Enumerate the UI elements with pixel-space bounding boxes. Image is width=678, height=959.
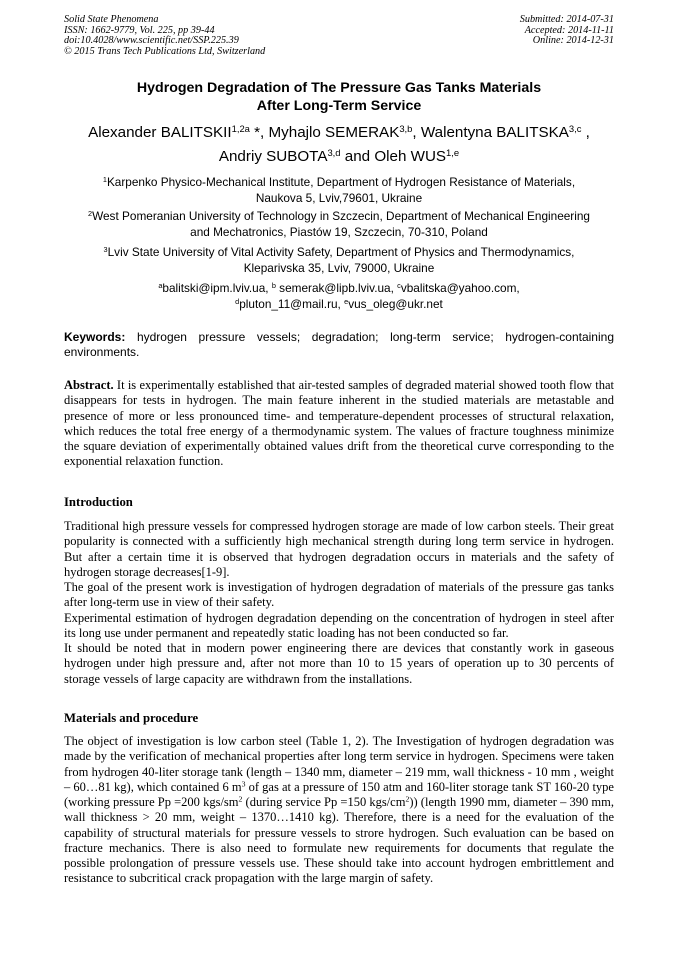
- email-mark: e: [344, 296, 349, 306]
- publication-dates: [520, 15, 614, 47]
- keywords-label: Keywords:: [64, 330, 126, 344]
- author-emails: [50, 281, 628, 312]
- abstract-label: Abstract.: [64, 378, 114, 392]
- author-affiliation-mark: 3,b: [399, 122, 413, 134]
- author-affiliation-mark: 3,d: [327, 146, 341, 158]
- affiliation-2: [50, 209, 628, 240]
- email-mark: d: [235, 296, 240, 306]
- author-affiliation-mark: 1,e: [446, 146, 460, 158]
- affiliation-line: Naukova 5, Lviv,79601, Ukraine: [255, 190, 423, 205]
- affiliation-mark: 3: [103, 244, 108, 254]
- author-affiliation-mark: 1,2a: [231, 122, 250, 134]
- affiliation-3: [50, 245, 628, 276]
- title-line-2: After Long-Term Service: [256, 98, 422, 114]
- journal-doi: doi:10.4028/www.scientific.net/SSP.225.39: [64, 35, 239, 47]
- keywords-text: hydrogen pressure vessels; degradation; long-term service; hydrogen-containing environments.: [64, 330, 614, 359]
- email-mark: c: [397, 280, 401, 290]
- introduction-body: [64, 519, 614, 687]
- author-list: [40, 121, 638, 169]
- abstract-text: It is experimentally established that air-tested samples of degraded material showed tooth flow that disappears for tests in hydrogen. The main feature inherent in the studied materials are metastable and presence of more or less pronounced time- and temperature-dependent processes of structural relaxation, which reduces the total free energy of a thermodynamic system. The values of fracture toughness minimize the square deviation of experimentally obtained values drift from the theoretical curve corresponding to the exponential relaxation function.: [64, 378, 614, 469]
- author-affiliation-mark: 3,c: [568, 122, 582, 134]
- affiliation-1: [50, 175, 628, 206]
- abstract: [64, 378, 614, 470]
- title-line-1: Hydrogen Degradation of The Pressure Gas Tanks Materials: [136, 80, 542, 96]
- paper-title: [40, 79, 638, 115]
- affiliation-line: Lviv State University of Vital Activity Safety, Department of Physics and Thermodynamics,: [107, 245, 575, 259]
- superscript: 2: [405, 794, 410, 804]
- email-address[interactable]: pluton_11@mail.ru,: [239, 296, 345, 311]
- email-mark: b: [271, 280, 276, 290]
- section-heading-introduction: Introduction: [64, 495, 133, 509]
- date-online: Online: 2014-12-31: [532, 35, 614, 47]
- text-run: The object of investigation is low carbon steel (Table 1, 2). The Investigation of hydrogen degradation was made by the verification of mechanical properties after long term service in hydrogen. Specimens were taken from hydrogen 40-liter storage tank (length – 1340 mm, diameter – 219 mm, wall thickness - 10 mm , weight – 60…81 kg), which contained 6 m: [64, 734, 614, 794]
- section-heading-materials: Materials and procedure: [64, 711, 199, 725]
- affiliation-mark: 2: [88, 208, 93, 218]
- journal-issn: ISSN: 1662-9779, Vol. 225, pp 39-44: [64, 24, 215, 36]
- materials-body: [64, 734, 614, 887]
- email-address[interactable]: semerak@lipb.lviv.ua,: [275, 281, 398, 295]
- paragraph: Traditional high pressure vessels for compressed hydrogen storage are made of low carbon steels. Their great popularity is connected with a sufficiently high mechanical strength during long term service in hydrogen. But after a certain time it is observed that hydrogen degradation occurs in materials and the safety of hydrogen storage decreases[1-9].: [64, 519, 614, 579]
- affiliation-mark: 1: [102, 174, 107, 184]
- text-run: of gas at a pressure of 150 atm and 160-liter storage tank ST 160-20 type (working pressure Pp =200 kgs/sm: [64, 779, 614, 809]
- author-name: Oleh WUS: [374, 148, 447, 165]
- author-separator: ,: [412, 124, 421, 141]
- paragraph: The goal of the present work is investigation of hydrogen degradation of materials of the pressure gas tanks after long-term use in view of their safety.: [64, 580, 614, 610]
- author-name: Alexander BALITSKII: [88, 124, 232, 141]
- paragraph: It should be noted that in modern power engineering there are devices that constantly work in gaseous hydrogen under high pressure and, after not more than 10 to 15 years of operation up to 30 percents of storage vessels of large capacity are withdrawn from the installations.: [64, 641, 614, 686]
- affiliation-line: West Pomeranian University of Technology in Szczecin, Department of Mechanical Engineering: [92, 209, 590, 223]
- text-run: )) (length 1990 mm, diameter – 390 mm, wall thickness > 20 mm, weight – 1370…1410 kg). Therefore, there is a need for the evaluation of the capability of structural materials for pressure vessels to strore hydrogen. Such evaluation can be based on fracture mechanics. There is also need to formulate new requirements for documents that regulate the possible prolongation of pressure vessels use. These should take into account hydrogen embrittlement and resistance to subcritical crack propagation with the large margin of safety.: [64, 795, 614, 886]
- journal-info: [64, 15, 265, 57]
- email-address[interactable]: vbalitska@yahoo.com,: [400, 281, 520, 295]
- author-name: Walentyna BALITSKA: [420, 124, 569, 141]
- email-mark: a: [158, 280, 163, 290]
- keywords: [64, 330, 614, 360]
- email-address[interactable]: vus_oleg@ukr.net: [348, 296, 443, 311]
- author-separator: and: [340, 148, 375, 165]
- journal-copyright: © 2015 Trans Tech Publications Ltd, Switzerland: [64, 45, 266, 57]
- author-name: Myhajlo SEMERAK: [268, 124, 400, 141]
- superscript: 3: [241, 779, 246, 789]
- paragraph: Experimental estimation of hydrogen degradation depending on the concentration of hydrogen in steel after its long use under permanent and repeatedly static loading has not been conducted so far.: [64, 610, 614, 640]
- date-accepted: Accepted: 2014-11-11: [524, 24, 614, 36]
- paragraph: [64, 734, 614, 887]
- author-name: Andriy SUBOTA: [218, 148, 328, 165]
- journal-name: Solid State Phenomena: [64, 14, 159, 25]
- affiliation-line: Karpenko Physico-Mechanical Institute, Department of Hydrogen Resistance of Materials,: [106, 175, 576, 189]
- author-separator: ,: [581, 124, 590, 141]
- affiliation-line: and Mechatronics, Piastów 19, Szczecin, 70-310, Poland: [190, 224, 488, 239]
- superscript: 2: [238, 794, 243, 804]
- email-address[interactable]: balitski@ipm.lviv.ua,: [162, 281, 272, 295]
- date-submitted: Submitted: 2014-07-31: [519, 14, 614, 25]
- author-separator: *,: [249, 124, 269, 141]
- text-run: (during service Pp =150 kgs/cm: [242, 795, 406, 809]
- affiliation-line: Kleparivska 35, Lviv, 79000, Ukraine: [243, 260, 435, 275]
